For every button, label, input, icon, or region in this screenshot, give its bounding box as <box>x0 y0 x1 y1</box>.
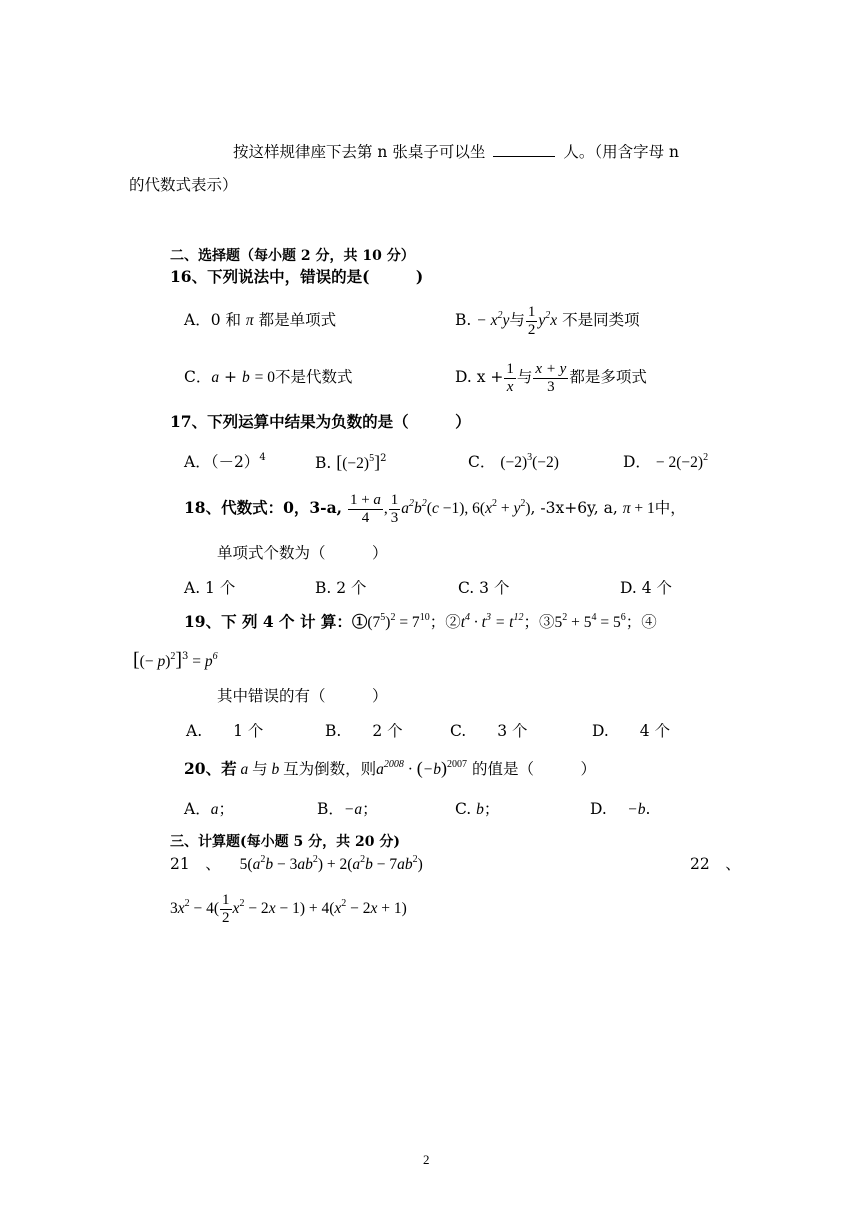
q16-option-d <box>455 357 647 397</box>
q16-a-text: A．0 和 <box>184 311 241 329</box>
q16-b-mid: 与 <box>509 311 525 329</box>
q18-b-text: B. 2 个 <box>315 579 367 597</box>
q20-option-c: C. b； <box>455 800 500 818</box>
q16-stem <box>170 267 423 287</box>
q19-sep-2: ；② <box>429 613 461 631</box>
answer-blank <box>493 142 555 157</box>
intro-text-1: 按这样规律座下去第 n 张桌子可以坐 <box>233 143 486 161</box>
q19-sep-4: ；④ <box>625 613 657 631</box>
q19-c-text: C. 3 个 <box>450 722 528 740</box>
q17-option-b: B. $[(-2)^5]^2$ <box>315 452 387 472</box>
q19-stem: 19、下 列 4 个 计 算：$①(7^5)^2 = 7^{10}$；$②t^4 \cdot t^3 = t^{12}$；$③5^2 + 5^4 = 5^6$；④ <box>184 612 657 631</box>
q19-line-2: [(− $p)^2]^3 = p^6$ <box>133 649 218 671</box>
q19-b-text: B. 2 个 <box>325 722 403 740</box>
q17-c-lead: C． <box>468 453 496 471</box>
q19-option-d <box>592 721 670 741</box>
q20-option-b: B．−a； <box>317 800 378 818</box>
q20-a-lead: A． <box>184 800 211 818</box>
q20-stem-lead: 20、若 <box>184 759 237 778</box>
q19-line-3-text: 其中错误的有（ ） <box>217 687 388 705</box>
q20-stem: 20、若 a 与 b 互为倒数，则$a^{2008} \cdot (-b)^{2007}$ 的值是（ ） <box>184 758 596 778</box>
q16-d-mid: 与 <box>516 368 533 386</box>
q20-b-value: −a <box>343 801 363 818</box>
section-2-title-text: 二、选择题（每小题 2 分，共 10 分） <box>170 248 415 264</box>
q18-stem: 18、代数式：0，3-a, $\frac{1 + a}{4}$ , $\frac{1}{3}$ $a^2b^2(c -1)$, $6(x^2 + y^2)$, -3x+6y, a, π + 1中， <box>184 491 686 526</box>
q19-d-text: D. 4 个 <box>592 722 671 740</box>
q18-line-2-text: 单项式个数为（ ） <box>217 544 388 562</box>
q16-c-tail: 不是代数式 <box>275 368 353 386</box>
q16-b-lead: B. <box>455 311 472 329</box>
fraction-half: $\frac{1}{2}$ <box>527 303 536 338</box>
section-2-title <box>170 246 415 266</box>
q19-a-text: A. 1 个 <box>186 722 264 740</box>
q20-a-value: a <box>210 801 219 818</box>
q17-option-c: C． $(-2)^3(-2)$ <box>468 452 559 471</box>
q18-mid: , -3x+6y, a, <box>530 499 618 517</box>
q20-d-value: −b <box>627 801 646 818</box>
q18-option-b <box>315 578 367 598</box>
intro-text-3: 的代数式表示） <box>129 176 238 194</box>
q16-c-lead: C． <box>184 368 212 386</box>
q19-line-3 <box>217 686 388 706</box>
q16-a-tail: 都是单项式 <box>258 311 337 329</box>
intro-line-1 <box>233 142 679 162</box>
fraction-half-2: $\frac{1}{2}$ <box>222 891 230 926</box>
q18-line-2 <box>217 543 388 563</box>
q18-stem-lead: 18、代数式：0，3-a, <box>184 498 343 517</box>
q18-tail: 中， <box>654 499 686 517</box>
q20-option-a: A．a； <box>184 800 234 818</box>
q20-c-lead: C. <box>455 800 472 818</box>
q16-d-lead: D. x + <box>455 368 504 386</box>
q21-label: 21 、 <box>170 855 221 873</box>
page-number: 2 <box>423 1152 430 1167</box>
q20-d-lead: D. <box>590 800 607 818</box>
q17-stem <box>170 412 471 432</box>
q17-b-lead: B. <box>315 454 332 472</box>
section-3-title <box>170 832 400 852</box>
q18-a-text: A. 1 个 <box>184 579 236 597</box>
q16-b-tail: 不是同类项 <box>562 311 640 329</box>
q17-a-lead: A．（－2） <box>184 453 260 471</box>
q18-d-text: D. 4 个 <box>620 579 673 597</box>
intro-text-2: 人。（用含字母 n <box>563 143 680 161</box>
section-3-title-text: 三、计算题(每小题 5 分，共 20 分) <box>170 834 400 850</box>
q22-label-line <box>690 854 741 874</box>
intro-line-2 <box>129 175 238 195</box>
q22-expression: $3x^2 - 4$( $\frac{1}{2}$ $x^2 - 2x - 1) + 4(x^2 - 2x + 1)$ <box>170 891 407 926</box>
q20-stem-mid: 与 <box>252 760 268 778</box>
q16-option-a: A．0 和 π 都是单项式 <box>184 311 337 329</box>
q20-option-d: D. −b. <box>590 800 651 818</box>
q18-option-a <box>184 578 235 598</box>
q20-b-lead: B． <box>317 800 344 818</box>
q17-d-lead: D． <box>623 453 651 471</box>
q17-option-d: D． − $2(-2)^2$ <box>623 452 709 471</box>
q19-option-c <box>450 721 528 741</box>
fraction-1-over-x: $\frac{1}{x}$ <box>506 360 514 395</box>
q22-label: 22 、 <box>690 855 741 873</box>
q17-option-a: A．$(-2)^4$ <box>184 452 266 471</box>
q16-stem-text: 16、下列说法中，错误的是( ) <box>170 267 424 286</box>
q18-option-c <box>458 578 509 598</box>
q20-c-value: b <box>476 801 484 818</box>
q18-option-d <box>620 578 672 598</box>
q20-stem-tail: 的值是（ ） <box>471 760 596 778</box>
fraction-x-plus-y-over-3: $\frac{x + y}{3}$ <box>535 360 567 395</box>
fraction-1-plus-a-over-4: $\frac{1 + a}{4}$ <box>349 491 381 526</box>
q18-c-text: C. 3 个 <box>458 579 510 597</box>
q19-sep-3: ；③ <box>523 613 555 631</box>
q16-option-b: B. − $x^2y$与 $\frac{1}{2}$ $y^2x$ 不是同类项 <box>455 303 640 338</box>
q21: 21 、 $5(a^2b - 3ab^2) + 2(a^2b - 7ab^2)$ <box>170 854 423 873</box>
q16-d-tail: 都是多项式 <box>569 368 647 386</box>
q16-option-c: C．a + b = 0不是代数式 <box>184 368 353 386</box>
fraction-one-third: $\frac{1}{3}$ <box>390 491 399 526</box>
q19-option-a <box>186 721 263 741</box>
q17-stem-text: 17、下列运算中结果为负数的是（ ） <box>170 412 471 431</box>
q19-stem-lead: 19、下 列 4 个 计 算：① <box>184 612 368 631</box>
q19-option-b <box>325 721 403 741</box>
q20-stem-mid2: 互为倒数，则 <box>283 760 377 778</box>
